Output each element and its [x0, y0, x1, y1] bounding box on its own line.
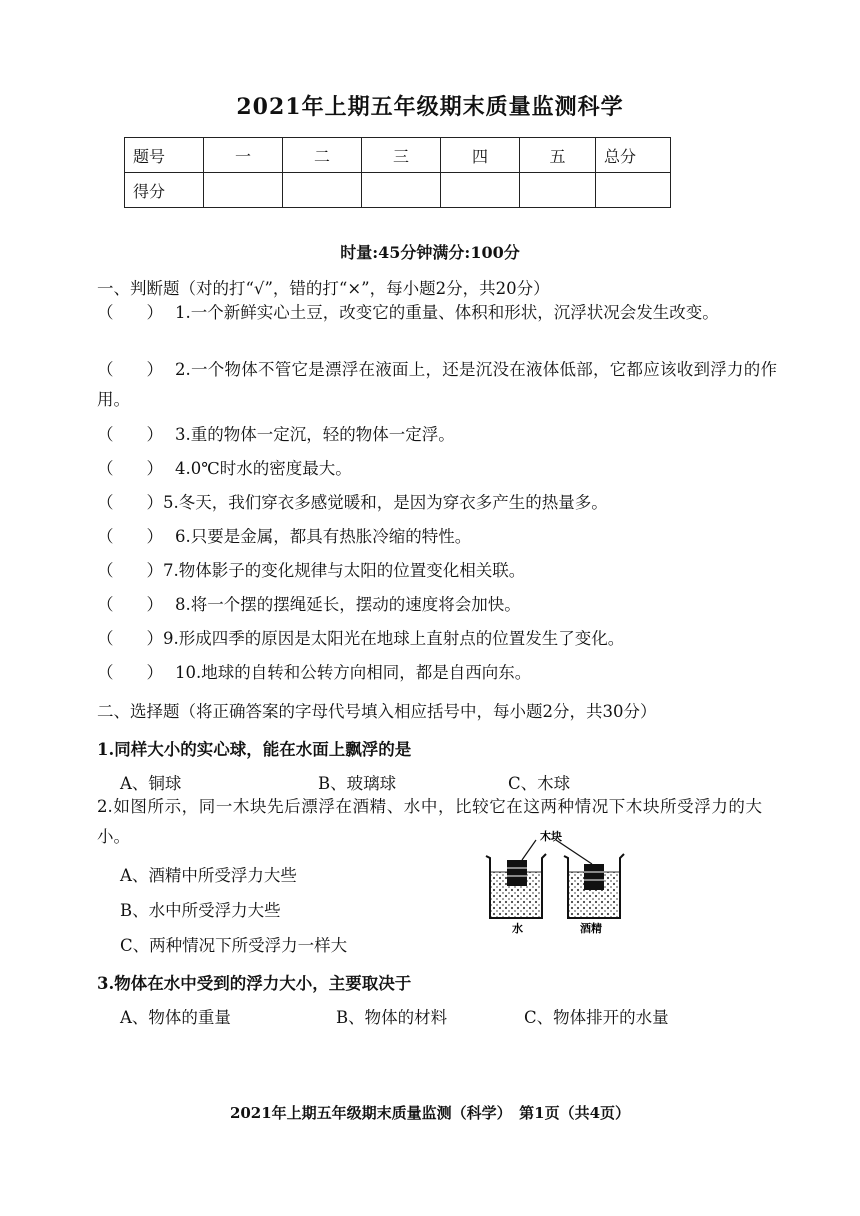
answer-paren[interactable]: （ ） — [97, 595, 163, 614]
answer-paren[interactable]: （ ） — [97, 527, 163, 546]
judge-item-text: 4.0℃时水的密度最大。 — [175, 459, 352, 478]
water-beaker — [486, 854, 546, 918]
judge-item-text: 3.重的物体一定沉，轻的物体一定浮。 — [175, 425, 455, 444]
judge-item-2 — [97, 355, 777, 415]
score-table — [124, 137, 671, 208]
score-table-cell: 三 — [362, 138, 441, 173]
wood-block — [584, 864, 604, 890]
score-table-cell: 总分 — [596, 138, 671, 173]
time-info: 时量:45分钟满分:100分 — [340, 243, 520, 262]
score-table-cell: 二 — [283, 138, 362, 173]
score-table-header-row — [125, 138, 671, 173]
judge-item-text: 2.一个物体不管它是漂浮在液面上，还是沉没在液体低部，它都应该收到浮力的作用。 — [97, 360, 777, 409]
score-input-cell[interactable] — [441, 173, 520, 208]
answer-paren[interactable]: （ ） — [97, 303, 163, 322]
water-label: 水 — [512, 922, 523, 935]
judge-item-7 — [97, 556, 777, 586]
judge-item-text: 1.一个新鲜实心土豆，改变它的重量、体积和形状，沉浮状况会发生改变。 — [175, 303, 719, 322]
score-input-cell[interactable] — [520, 173, 596, 208]
choice-q1-stem: 1.同样大小的实心球，能在水面上飘浮的是 — [97, 740, 412, 759]
pointer-line — [556, 840, 592, 864]
section1-heading: 一、判断题（对的打“√”，错的打“×”，每小题2分，共20分） — [97, 279, 550, 298]
page-title: 2021年上期五年级期末质量监测科学 — [236, 94, 624, 120]
answer-paren[interactable]: （ ） — [97, 561, 163, 580]
judge-item-text: 8.将一个摆的摆绳延长，摆动的速度将会加快。 — [175, 595, 521, 614]
judge-item-8 — [97, 590, 777, 620]
score-table-cell: 一 — [204, 138, 283, 173]
score-table-cell: 四 — [441, 138, 520, 173]
judge-item-5 — [97, 488, 777, 518]
section2-heading: 二、选择题（将正确答案的字母代号填入相应括号中，每小题2分，共30分） — [97, 702, 657, 721]
judge-item-10 — [97, 658, 777, 688]
judge-item-4 — [97, 454, 777, 484]
choice-q3-stem: 3.物体在水中受到的浮力大小，主要取决于 — [97, 974, 412, 993]
answer-paren[interactable]: （ ） — [97, 425, 163, 444]
answer-paren[interactable]: （ ） — [97, 360, 163, 379]
choice-q2-option-c[interactable]: C、两种情况下所受浮力一样大 — [120, 936, 348, 955]
score-table-score-row — [125, 173, 671, 208]
answer-paren[interactable]: （ ） — [97, 629, 163, 648]
judge-item-1 — [97, 298, 777, 328]
score-input-cell[interactable] — [596, 173, 671, 208]
score-input-cell[interactable] — [204, 173, 283, 208]
alcohol-beaker — [564, 854, 624, 918]
judge-item-6 — [97, 522, 777, 552]
pointer-line — [522, 840, 536, 860]
choice-q1-option-b[interactable]: B、玻璃球 — [318, 774, 397, 793]
judge-item-text: 9.形成四季的原因是太阳光在地球上直射点的位置发生了变化。 — [163, 629, 625, 648]
choice-q3-option-c[interactable]: C、物体排开的水量 — [524, 1008, 669, 1027]
choice-q2-stem-text: 2.如图所示，同一木块先后漂浮在酒精、水中，比较它在这两种情况下木块所受浮力的大小。 — [97, 797, 762, 846]
alcohol-label: 酒精 — [580, 922, 602, 935]
score-input-cell[interactable] — [283, 173, 362, 208]
score-input-cell[interactable] — [362, 173, 441, 208]
score-table-cell: 题号 — [125, 138, 204, 173]
answer-paren[interactable]: （ ） — [97, 459, 163, 478]
judge-item-3 — [97, 420, 777, 450]
wood-block — [507, 860, 527, 886]
score-table-cell: 五 — [520, 138, 596, 173]
judge-item-text: 10.地球的自转和公转方向相同，都是自西向东。 — [175, 663, 532, 682]
page-footer: 2021年上期五年级期末质量监测（科学） 第1页（共4页） — [229, 1104, 631, 1122]
choice-q1-option-a[interactable]: A、铜球 — [120, 774, 182, 793]
answer-paren[interactable]: （ ） — [97, 663, 163, 682]
judge-item-9 — [97, 624, 777, 654]
beakers-figure — [480, 828, 660, 938]
judge-item-text: 5.冬天，我们穿衣多感觉暖和，是因为穿衣多产生的热量多。 — [163, 493, 608, 512]
answer-paren[interactable]: （ ） — [97, 493, 163, 512]
choice-q2-stem — [97, 792, 762, 852]
score-row-label: 得分 — [125, 173, 204, 208]
judge-item-text: 7.物体影子的变化规律与太阳的位置变化相关联。 — [163, 561, 526, 580]
choice-q3-option-b[interactable]: B、物体的材料 — [336, 1008, 448, 1027]
judge-item-text: 6.只要是金属，都具有热胀冷缩的特性。 — [175, 527, 472, 546]
choice-q2-option-a[interactable]: A、酒精中所受浮力大些 — [120, 866, 297, 885]
choice-q1-option-c[interactable]: C、木球 — [508, 774, 571, 793]
choice-q2-option-b[interactable]: B、水中所受浮力大些 — [120, 901, 281, 920]
choice-q3-option-a[interactable]: A、物体的重量 — [120, 1008, 231, 1027]
block-label: 木块 — [540, 830, 562, 843]
